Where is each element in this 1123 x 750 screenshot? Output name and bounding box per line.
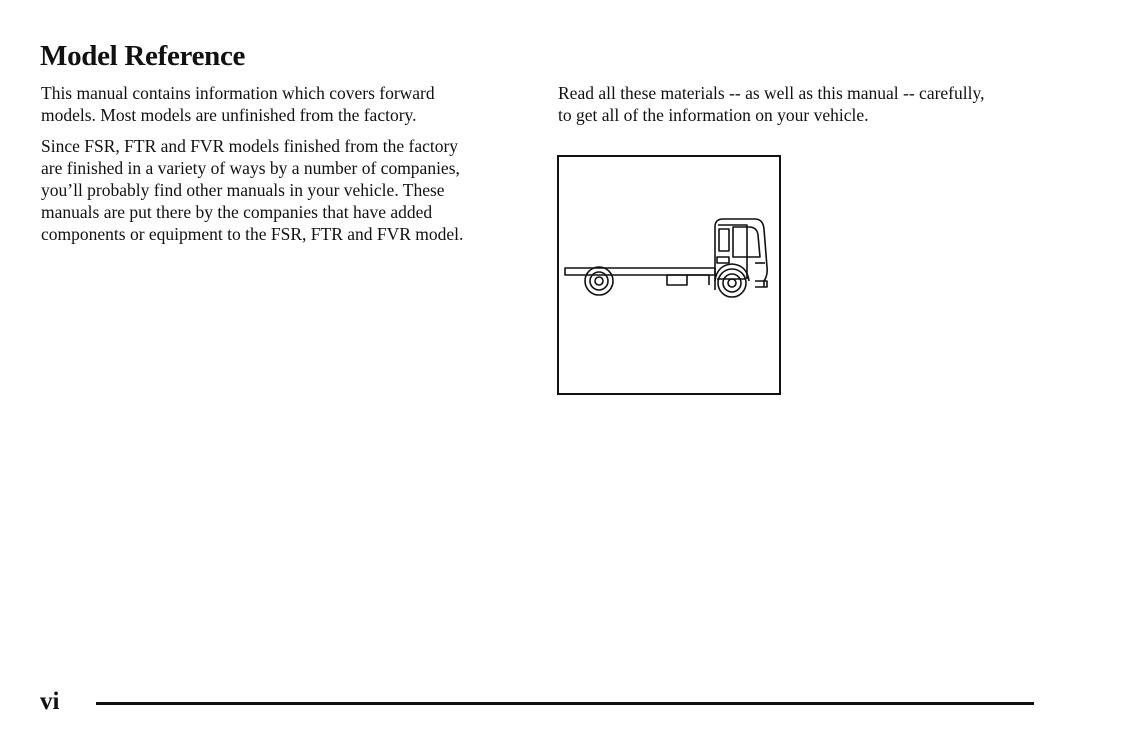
footer-rule xyxy=(96,702,1034,705)
truck-chassis-cab-icon xyxy=(559,157,779,393)
text-line: This manual contains information which covers forward xyxy=(41,83,435,103)
text-line: Read all these materials -- as well as this manual -- carefully, xyxy=(558,83,985,103)
text-line: models. Most models are unfinished from the factory. xyxy=(41,105,417,125)
text-line: to get all of the information on your vehicle. xyxy=(558,105,869,125)
manuals-paragraph xyxy=(41,135,516,245)
page-number: vi xyxy=(40,688,60,715)
intro-paragraph xyxy=(41,82,516,126)
text-line: are finished in a variety of ways by a number of companies, xyxy=(41,158,460,178)
right-column xyxy=(558,82,1058,126)
truck-figure xyxy=(557,155,781,395)
page-title: Model Reference xyxy=(40,40,246,72)
text-line: Since FSR, FTR and FVR models finished from the factory xyxy=(41,136,459,156)
left-column xyxy=(41,82,516,245)
text-line: manuals are put there by the companies that have added xyxy=(41,202,433,222)
text-line: you’ll probably find other manuals in your vehicle. These xyxy=(41,180,445,200)
read-materials-paragraph xyxy=(558,82,1058,126)
text-line: components or equipment to the FSR, FTR and FVR model. xyxy=(41,224,464,244)
